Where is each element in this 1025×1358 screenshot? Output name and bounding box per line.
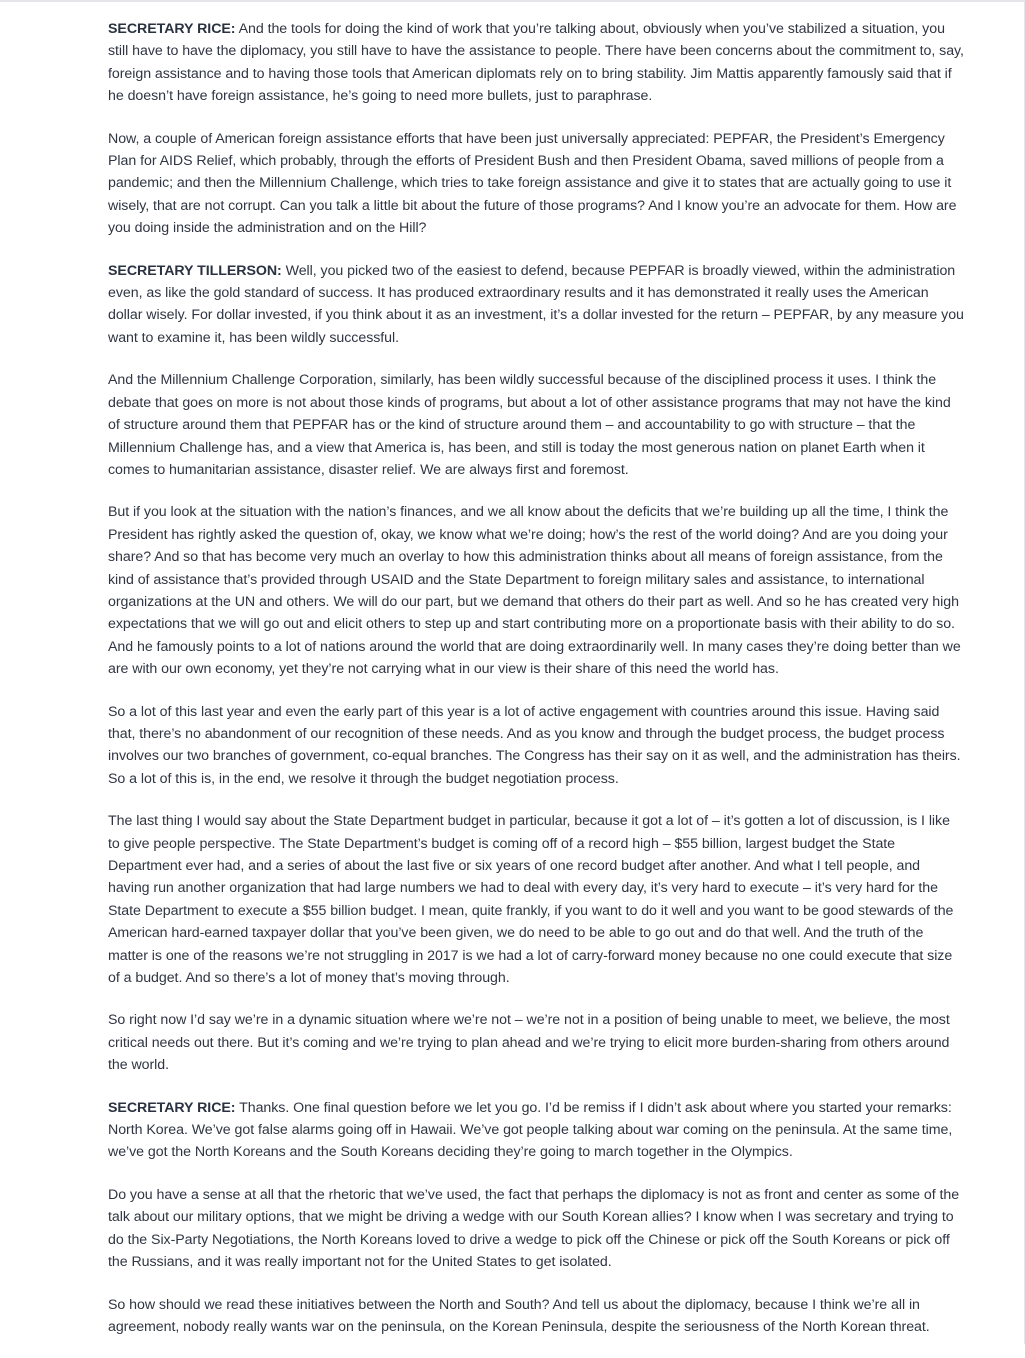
transcript-paragraph — [108, 1097, 964, 1164]
paragraph-text: So how should we read these initiatives between the North and South? And tell us about the diplomacy, because I think we’re all in agreement, nobody really wants war on the peninsula, on the Korean Peninsula, despite the seriousness of the North Korean threat. — [108, 1296, 930, 1335]
paragraph-text: And the tools for doing the kind of work that you’re talking about, obviously when you’ve stabilized a situation, you still have to have the diplomacy, you still have to have the assistance to people. There have been concerns about the commitment to, say, foreign assistance and to having those tools that American diplomats rely on to bring stability. Jim Mattis apparently famously said that if he doesn’t have foreign assistance, he’s going to need more bullets, just to paraphrase. — [108, 21, 964, 105]
speaker-label: SECRETARY RICE: — [108, 1099, 236, 1116]
speaker-label: SECRETARY RICE: — [108, 21, 236, 37]
transcript-paragraph — [108, 1184, 964, 1274]
transcript-paragraph — [108, 260, 964, 350]
transcript-body — [108, 18, 964, 1358]
transcript-paragraph — [108, 810, 964, 989]
paragraph-text: So right now I’d say we’re in a dynamic situation where we’re not – we’re not in a position of being unable to meet, we believe, the most critical needs out there. But it’s coming and we’re trying to plan ahead and we’re trying to elicit more burden-sharing from others around the world. — [108, 1012, 950, 1074]
paragraph-text: Do you have a sense at all that the rhetoric that we’ve used, the fact that perhaps the diplomacy is not as front and center as some of the talk about our military options, that we might be driving a wedge with our South Korean allies? I know when I was secretary and trying to do the Six-Party Negotiations, the North Koreans loved to drive a wedge to pick off the Chinese or pick off the South Koreans or pick off the Russians, and it was really important not for the United States to get isolated. — [108, 1186, 960, 1271]
transcript-paragraph — [108, 18, 964, 108]
transcript-paragraph — [108, 701, 964, 791]
paragraph-text: Now, a couple of American foreign assistance efforts that have been just universally appreciated: PEPFAR, the President’s Emergency Plan for AIDS Relief, which probably, through the efforts of President Bush and then President Obama, saved millions of people from a pandemic; and then the Millennium Challenge, which tries to take foreign assistance and give it to states that are actually going to use it wisely, that are not corrupt. Can you talk a little bit about the future of those programs? And I know you’re an advocate for them. How are you doing inside the administration and on the Hill? — [108, 130, 957, 237]
top-divider — [0, 0, 1025, 2]
paragraph-text: But if you look at the situation with the nation’s finances, and we all know about the deficits that we’re building up all the time, I think the President has rightly asked the question of, okay, we know what we’re doing; how’s the rest of the world doing? And are you doing your share? And so that has become very much an overlay to how this administration thinks about all means of foreign assistance, from the kind of assistance that’s provided through USAID and the State Department to foreign military sales and assistance, to international organizations at the UN and others. We will do our part, but we demand that others do their part as well. And so he has created very high expectations that we will go out and elicit others to step up and start contributing more on a proportionate basis with their ability to do so. And he famously points to a lot of nations around the world that are doing extraordinarily well. In many cases they’re doing better than we are with our own economy, yet they’re not carrying what in our view is their share of this need the world has. — [108, 504, 961, 678]
speaker-label: SECRETARY TILLERSON: — [108, 262, 282, 279]
paragraph-text: So a lot of this last year and even the early part of this year is a lot of active engagement with countries around this issue. Having said that, there’s no abandonment of our recognition of these needs. And as you know and through the budget process, the budget process involves our two branches of government, co-equal branches. The Congress has their say on it as well, and the administration has theirs. So a lot of this is, in the end, we resolve it through the budget negotiation process. — [108, 703, 961, 787]
paragraph-text: Well, you picked two of the easiest to defend, because PEPFAR is broadly viewed, within the administration even, as like the gold standard of success. It has produced extraordinary results and it has demonstrated it really uses the American dollar wisely. For dollar invested, if you think about it as an investment, it’s a dollar invested for the return – PEPFAR, by any measure you want to examine it, has been wildly successful. — [108, 262, 964, 346]
paragraph-text: The last thing I would say about the State Department budget in particular, because it got a lot of – it’s gotten a lot of discussion, is I like to give people perspective. The State Department’s budget is coming off of a record high – $55 billion, largest budget the State Department ever had, and a series of about the last five or six years of one record budget after another. And what I tell people, and having run another organization that had large numbers we had to deal with every day, it’s very hard to execute – it’s very hard for the State Department to execute a $55 billion budget. I mean, quite frankly, if you want to do it well and you want to be good stewards of the American hard-earned taxpayer dollar that you’ve been given, we do need to be able to go out and do that well. And the truth of the matter is one of the reasons we’re not struggling in 2017 is we had a lot of carry-forward money because no one could execute that size of a budget. And so there’s a lot of money that’s moving through. — [108, 813, 954, 987]
paragraph-text: Thanks. One final question before we let you go. I’d be remiss if I didn’t ask about where you started your remarks: North Korea. We’ve got false alarms going off in Hawaii. We’ve got people talking about war coming on the peninsula. At the same time, we’ve got the North Koreans and the South Koreans deciding they’re going to march together in the Olympics. — [108, 1099, 953, 1161]
paragraph-text: And the Millennium Challenge Corporation, similarly, has been wildly successful because of the disciplined process it uses. I think the debate that goes on more is not about those kinds of programs, but about a lot of other assistance programs that may not have the kind of structure around them that PEPFAR has or the kind of structure around them – and accountability to go with structure – that the Millennium Challenge has, and a view that America is, has been, and still is today the most generous nation on planet Earth when it comes to humanitarian assistance, disaster relief. We are always first and foremost. — [108, 372, 951, 478]
transcript-paragraph — [108, 1294, 964, 1339]
transcript-paragraph — [108, 369, 964, 481]
transcript-paragraph — [108, 1009, 964, 1076]
transcript-paragraph — [108, 501, 964, 680]
transcript-paragraph — [108, 128, 964, 240]
